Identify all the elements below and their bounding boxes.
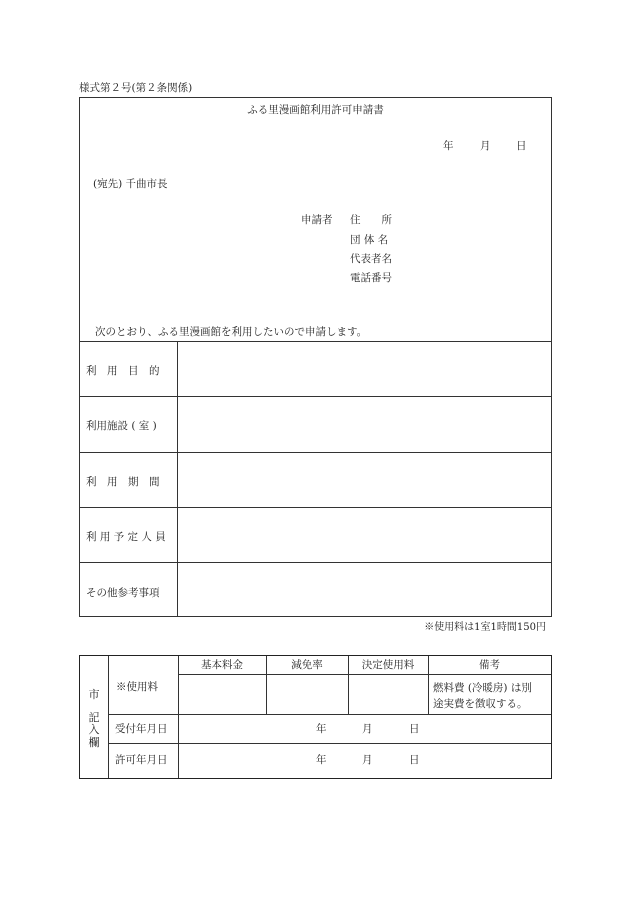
applicant-group-name-label: 団 体 名 xyxy=(350,234,389,246)
table-row-divider xyxy=(80,396,551,397)
approved-month-label: 月 xyxy=(362,754,373,766)
approved-date-label: 許可年月日 xyxy=(115,754,168,766)
applicant-phone-label: 電話番号 xyxy=(350,272,392,284)
applicant-label: 申請者 xyxy=(301,214,333,226)
approved-day-label: 日 xyxy=(409,754,420,766)
table-column-divider xyxy=(177,341,178,617)
city-header-divider xyxy=(178,674,551,675)
city-row-divider xyxy=(108,714,551,715)
table-row-divider xyxy=(80,507,551,508)
other-notes-label: その他参考事項 xyxy=(86,587,160,599)
form-number: 様式第２号(第２条関係) xyxy=(79,82,193,94)
form-title: ふる里漫画館利用許可申請書 xyxy=(247,104,384,116)
table-top-border xyxy=(80,341,551,342)
fee-row-label: ※使用料 xyxy=(116,681,158,693)
received-year-label: 年 xyxy=(316,723,327,735)
date-year-label: 年 xyxy=(443,140,454,152)
period-label: 利 用 期 間 xyxy=(86,476,160,488)
applicant-address-label: 住 所 xyxy=(350,214,392,226)
applicant-representative-label: 代表者名 xyxy=(350,253,392,265)
remarks-line-1: 燃料費 (冷暖房) は別 xyxy=(433,682,532,694)
date-month-label: 月 xyxy=(480,140,491,152)
city-use-section xyxy=(79,655,552,779)
received-day-label: 日 xyxy=(409,723,420,735)
remarks-line-2: 途実費を徴収する。 xyxy=(433,698,528,710)
city-column-divider xyxy=(108,656,109,778)
purpose-label: 利 用 目 的 xyxy=(86,365,160,377)
application-form xyxy=(79,97,552,617)
column-header-base-fee: 基本料金 xyxy=(201,659,243,671)
date-day-label: 日 xyxy=(516,140,527,152)
column-header-final-fee: 決定使用料 xyxy=(361,659,415,671)
received-month-label: 月 xyxy=(362,723,373,735)
facility-label: 利用施設 ( 室 ) xyxy=(86,420,157,432)
approved-year-label: 年 xyxy=(316,754,327,766)
fee-note: ※使用料は1室1時間150円 xyxy=(424,622,546,633)
received-date-label: 受付年月日 xyxy=(115,723,168,735)
city-section-label: 市 記 入 欄 xyxy=(88,688,100,749)
application-statement: 次のとおり、ふる里漫画館を利用したいので申請します。 xyxy=(95,326,368,338)
column-header-remarks: 備考 xyxy=(479,659,500,671)
city-row-divider xyxy=(108,743,551,744)
table-row-divider xyxy=(80,452,551,453)
addressee: (宛先) 千曲市長 xyxy=(93,178,168,190)
attendees-label: 利 用 予 定 人 員 xyxy=(86,531,166,543)
table-row-divider xyxy=(80,562,551,563)
column-header-discount-rate: 減免率 xyxy=(291,659,323,671)
